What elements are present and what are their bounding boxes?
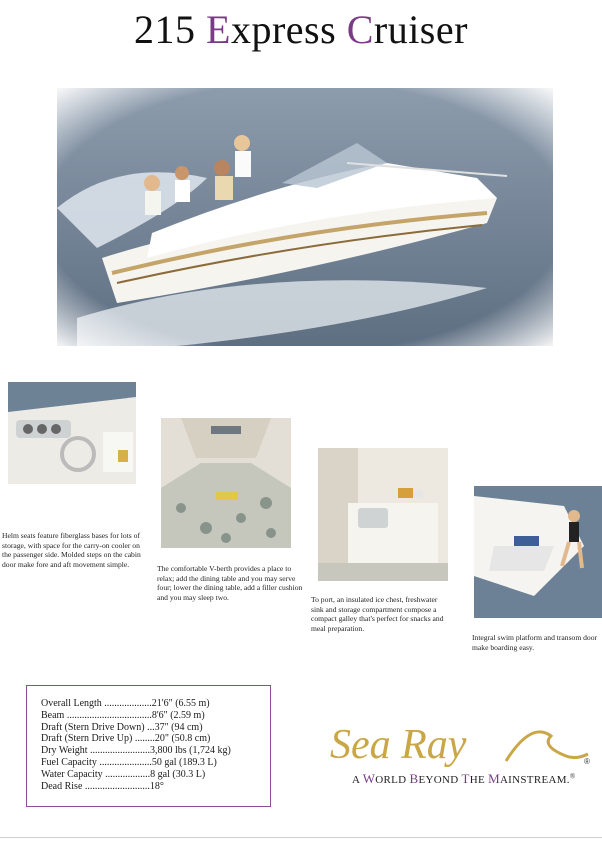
tagline-cap: B xyxy=(409,771,419,786)
svg-text:®: ® xyxy=(584,757,590,766)
galley-caption: To port, an insulated ice chest, freshwater sink and storage compartment compose a compact galley that's perfect for snacks and meal preparation. xyxy=(311,595,444,633)
vberth-caption: The comfortable V-berth provides a place to relax; add the dining table and you may serve four; lower the dining table, add a filler cushion and you may sleep two. xyxy=(157,564,303,602)
helm-caption: Helm seats feature fiberglass bases for lots of storage, with space for the carry-on cooler on the passenger side. Molded steps on the cabin door make fore and aft movement simple. xyxy=(2,531,141,569)
title-word2: ruiser xyxy=(373,7,468,52)
sea-ray-logo xyxy=(326,716,596,776)
swim-platform-photo xyxy=(474,486,602,618)
tagline-text: HE xyxy=(469,774,489,786)
spec-row: Dead Rise ..........................18° xyxy=(41,780,164,792)
spec-row: Water Capacity ..................8 gal (30.3 L) xyxy=(41,768,206,780)
spec-row: Fuel Capacity .....................50 gal (189.3 L) xyxy=(41,756,217,768)
tagline-text: EYOND xyxy=(418,774,462,786)
spec-row: Draft (Stern Drive Down) ...37" (94 cm) xyxy=(41,721,203,733)
registered-mark: ® xyxy=(569,772,576,781)
title-cap-e: E xyxy=(206,7,231,52)
page-title xyxy=(0,6,602,53)
spec-row: Beam ..................................8'6" (2.59 m) xyxy=(41,709,205,721)
hero-boat-photo xyxy=(57,88,553,346)
title-word1: xpress xyxy=(230,7,337,52)
tagline-text: AINSTREAM. xyxy=(499,774,570,786)
tagline-cap: W xyxy=(362,771,376,786)
tagline-text: ORLD xyxy=(375,774,410,786)
tagline xyxy=(352,771,592,787)
title-cap-c: C xyxy=(346,7,374,52)
swim-platform-caption: Integral swim platform and transom door make boarding easy. xyxy=(472,633,598,652)
specifications-box xyxy=(26,685,271,807)
footer-rule xyxy=(0,837,602,838)
tagline-cap: T xyxy=(461,771,470,786)
tagline-a: A xyxy=(352,774,363,786)
title-number: 215 xyxy=(134,7,196,52)
spec-row: Overall Length ...................21'6" (6.55 m) xyxy=(41,698,210,709)
tagline-cap: M xyxy=(488,771,500,786)
helm-photo xyxy=(8,382,136,484)
spec-row: Dry Weight ........................3,800 lbs (1,724 kg) xyxy=(41,745,231,757)
vberth-photo xyxy=(161,418,291,548)
spec-row: Draft (Stern Drive Up) ........20" (50.8 cm) xyxy=(41,733,211,745)
galley-photo xyxy=(318,448,448,581)
logo-wordmark: Sea Ray xyxy=(330,722,467,768)
